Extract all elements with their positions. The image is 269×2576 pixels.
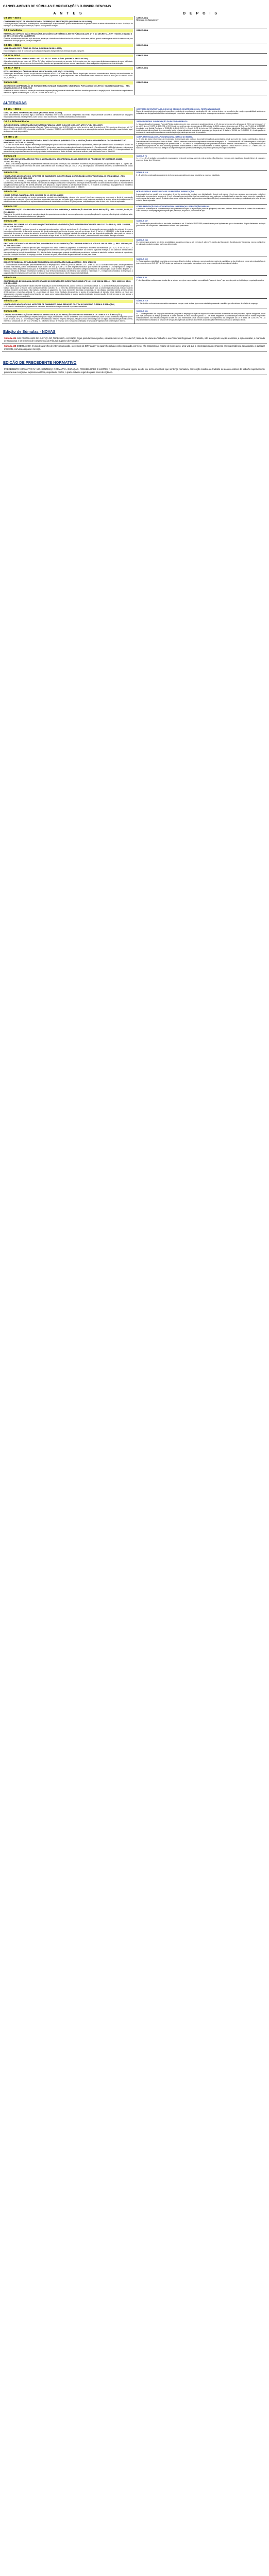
item-text: I – O valor das horas extras integra a remuneração do empregado para o cálculo da complementação de aposentadoria, desde que sobre ele incida a contribuição à Caixa de Previdência dos Funcionários do Banco do Brasil – PREVI, observado o respectivo regulamento no tocante à integração. II – Os adicionais AP e ADI não integram o cálculo para a apuração do teto da complementação de aposentadoria. III – No cálculo da complementação de aposentadoria deve ser observada a média trienal. IV – A complementação de aposentadoria proporcional aos anos de serviço prestados exclusivamente ao Banco do Brasil somente se verifica a partir da Circular Funci nº 436/1963. — [4, 144, 133, 152]
item-subheading: DONO DA OBRA. RESPONSABILIDADE (INSERIDA EM 08.11.2000) — [4, 111, 62, 114]
cell-before — [2, 135, 134, 154]
item-new-heading: SÚMULA 219 — [136, 300, 148, 302]
item-heading: Súmula 244 — [4, 239, 133, 242]
item-new-text: V – As disposições contidas nesta súmula não se aplicam ao regime compensatório na modalidade "banco de horas", que somente pode ser instituído por negociação coletiva. — [136, 279, 264, 281]
status-label: CANCELADA — [136, 44, 148, 46]
table-row — [2, 80, 267, 95]
item-new-text: III – São devidos os honorários advocatícios nas causas em que o ente sindical figure como substituto processual e nas lides que não derivem da relação de emprego. — [136, 302, 258, 304]
table-row — [2, 219, 267, 238]
column-header-before: A N T E S — [53, 12, 83, 15]
section-title-altered: ALTERADAS — [3, 100, 27, 105]
cell-after — [134, 53, 267, 65]
document-title: CANCELAMENTO DE SÚMULAS E ORIENTAÇÕES JURISPRUDENCIAIS — [3, 5, 111, 8]
item-text: Definido pelo reclamante o período no qual não houve depósito do FGTS, ou houve em valor inferior, alegada pela reclamada a inexistência de diferença nos recolhimentos de FGTS, atrai para si o ônus da prova, incumbindo-lhe, portanto, apresentar as guias respectivas, a fim de demonstrar o fato extintivo do direito do autor (art. 818 da CLT c/c art. 333, II, do CPC). — [4, 73, 133, 79]
item-new-text: A supressão total ou parcial, pelo empregador, de serviço suplementar prestado com habitualidade, durante pelo menos 1 (um) ano, assegura ao empregado o direito à indenização correspondente ao valor de 1 (um) mês das horas suprimidas, total ou parcialmente, para cada ano ou fração igual ou superior a seis meses de prestação de serviço acima da jornada normal. O cálculo observará a média das horas suplementares nos últimos 12 (doze) meses anteriores à mudança, multiplicada pelo valor da hora extra do dia da supressão. — [136, 193, 265, 201]
cell-before — [2, 154, 134, 171]
cell-before — [2, 299, 134, 309]
cell-after — [134, 16, 267, 28]
table-row — [2, 171, 267, 190]
cell-after — [134, 299, 267, 309]
table-row — [2, 257, 267, 275]
status-label: CANCELADA — [136, 54, 148, 57]
list-item — [2, 344, 267, 352]
cell-after — [134, 107, 267, 120]
item-new-heading: SÚMULA 244 — [136, 239, 148, 241]
item-new-heading: SÚMULA 85 — [136, 277, 147, 279]
item-subheading: COMPLEMENTAÇÃO DOS PROVENTOS DE APOSENTADORIA. DIFERENÇA. PRESCRIÇÃO PARCIAL (NOVA REDAÇÃO) - RES. 121/2003, DJ 19, 20 E 21.11.2003 — [4, 209, 132, 213]
item-subheading: REMESSA EX OFFICIO. AÇÃO RESCISÓRIA. DECISÕES CONTRÁRIAS A ENTES PÚBLICOS (ART. 1º, V, DO DECRETO-LEI Nº 779/1969, E INCISO II DO ART. 475 DO CPC). CABIMENTO — [4, 32, 132, 38]
cell-before — [2, 171, 134, 190]
status-label: CANCELADA — [136, 81, 148, 84]
table-row — [2, 43, 267, 53]
item-heading: Súmula 331 — [4, 310, 133, 313]
table-row — [2, 66, 267, 80]
item-subheading: CONFISSÃO (NOVA REDAÇÃO DO ITEM III À REDAÇÃO EM DECORRÊNCIA DO JULGAMENTO DO PROCESSO TST-IUJEEDRR 801385-77.2001.5.02.0017) — [4, 158, 123, 163]
item-text: Ocorre a prescrição total quanto a diferenças de complementação de aposentadoria quando estas decorrem de pretenso direito a verbas não recebidas no curso da relação de emprego e já alcançadas pela prescrição, à época da propositura da ação. — [4, 23, 133, 27]
item-subheading: HORAS EXTRAS (MANTIDA) - RES. 121/2003, DJ 19, 20 E 21.11.2003 — [4, 194, 63, 196]
cell-before — [2, 80, 134, 95]
item-heading: OJ SDI-1 18 — [4, 136, 133, 139]
cell-after — [134, 309, 267, 324]
item-new-text: I – ... II – ... III – A vedação à produção de prova posterior pela parte confessa somente a ela se aplica, não afetando o exercício, pelo magistrado, do poder/dever de conduzir o processo. Antes: item III inserido. — [136, 157, 265, 162]
column-header-after: D E P O I S — [182, 12, 219, 15]
item-text: I – Na Justiça do Trabalho, a condenação ao pagamento de honorários advocatícios, nunca superiores a 15% (quinze por cento), não decorre pura e simplesmente da sucumbência, devendo a parte estar assistida por sindicato da categoria profissional e comprovar a percepção de salário inferior ao dobro do salário mínimo ou encontrar-se em situação econômica que não lhe permita demandar sem prejuízo do próprio sustento ou da respectiva família. II – É incabível a condenação ao pagamento de honorários advocatícios em ação rescisória no processo trabalhista, salvo se preenchidos os requisitos da Lei nº 5.584/70. — [4, 179, 133, 189]
new-item-text: JUS POSTULANDI NA JUSTIÇA DO TRABALHO. ALCANCE. O jus postulandi das partes, estabelecido no art. 791 da CLT, limita-se às Varas do Trabalho e aos Tribunais Regionais do Trabalho, não alcançando a ação rescisória, a ação cautelar, o mandado de segurança e os recursos de competência do Tribunal Superior do Trabalho. — [4, 336, 265, 342]
item-new-text: I – O valor das horas extras integra a remuneração do empregado para o cálculo da complementação de aposentadoria, desde que sobre ele incida a contribuição à Caixa de Previdência dos Funcionários do Banco do Brasil – PREVI, observado o respectivo regulamento no tocante à integração. II – Os adicionais AP e ADI não integram o cálculo para a apuração do teto da complementação de aposentadoria. III – No cálculo da complementação de aposentadoria deve-se observar a média trienal. IV – A complementação de aposentadoria proporcional aos anos de serviço prestados exclusivamente ao Banco do Brasil somente se verifica a partir da Circular Funci nº 436/1963. V – O telex DIREC do Banco do Brasil nº 5003/1987 não assegura a complementação de aposentadoria integral, porque não aprovado pelo órgão competente. — [136, 138, 265, 149]
status-label: CANCELADA — [136, 67, 148, 70]
status-label: CANCELADA — [136, 29, 148, 32]
cell-after — [134, 120, 267, 135]
item-text: I – A compensação de jornada de trabalho deve ser ajustada por acordo individual escrito, acordo coletivo ou convenção coletiva. II – O acordo individual para compensação de horas é válido, salvo se houver norma coletiva em sentido contrário. III – O mero não atendimento das exigências legais para a compensação de jornada, inclusive quando encetada mediante acordo tácito, não implica a repetição do pagamento das horas excedentes à jornada normal diária, se não dilatada a jornada máxima semanal, sendo devido apenas o respectivo adicional. IV – A prestação de horas extras habituais descaracteriza o acordo de compensação de jornada. Nesta hipótese, as horas que ultrapassarem a jornada semanal normal deverão ser pagas como horas extraordinárias e, quanto àquelas destinadas à compensação, deverá ser pago a mais apenas o adicional por trabalho extraordinário. — [4, 284, 133, 298]
item-heading: Súmula 291 — [4, 191, 133, 194]
item-text: I – Aplica-se a confissão à parte que, expressamente intimada com aquela cominação, não comparecer à audiência em prosseguimento, na qual deveria depor. II – A prova pré-constituída nos autos pode ser levada em conta para confronto com a confissão ficta (art. 400, I, CPC), não implicando cerceamento de defesa o indeferimento de provas posteriores. — [4, 163, 133, 170]
new-summulas-list — [2, 336, 267, 352]
table-row — [2, 107, 267, 120]
cancelled-table — [2, 11, 267, 95]
table-row — [2, 299, 267, 309]
table-row — [2, 190, 267, 204]
item-heading: Súmula 74 — [4, 155, 133, 158]
item-heading: OJ 273+ SDI-1 — [4, 55, 133, 58]
table-row — [2, 120, 267, 135]
cell-before — [2, 66, 134, 80]
section-title-new: Edição de Súmulas - NOVAS — [3, 329, 56, 334]
item-subheading: HONORÁRIOS ADVOCATÍCIOS. HIPÓTESE DE CABIMENTO (INCORPORADA A ORIENTAÇÃO JURISPRUDENCIAL Nº 27 DA SBDI-2) - RES. 137/2005, DJ 22, 23 E 24.08.2005 — [4, 175, 125, 180]
item-text: A jornada reduzida de que trata o art. 227 da CLT não é aplicável, por analogia, ao operador de televendas, que não exerce suas atividades exclusivamente como telefonista, pois, naquela função, não opera mesa de transmissão, fazendo uso apenas dos telefones comuns para atender e fazer as ligações exigidas no exercício da função. — [4, 60, 133, 64]
item-text: É cabível a remessa ex officio em ação rescisória, ainda que a decisão rescindenda tenha sido proferida contra ente público, quando a sentença de mérito for desfavorável, em observância ao duplo grau de jurisdição obrigatório. — [4, 37, 133, 42]
cell-after — [134, 204, 267, 219]
cell-before — [2, 238, 134, 257]
cell-after — [134, 43, 267, 53]
item-new-text: IV – A autorização para utilização do fac-símile, constante do art. 1º da Lei nº 9.800/1999, somente alcança as hipóteses em que o documento é dirigido diretamente ao órgão jurisdicional, não se aplicando à transmissão ocorrida entre particulares. — [136, 222, 265, 227]
cell-after — [134, 171, 267, 190]
item-heading: Súmula 349 — [4, 81, 133, 84]
table-row — [2, 53, 267, 65]
item-new-text: A pretensão a diferenças de complementação de aposentadoria sujeita-se à prescrição parcial e quinquenal, salvo se o pretenso direito decorrer de verbas não recebidas no curso da relação de emprego e já alcançadas pela prescrição, à época da propositura da ação. — [136, 207, 265, 212]
item-new-text: I – Nas condenações impostas à Fazenda Pública, incidem juros de mora segundo os seguintes critérios: a) 1% (um por cento) ao mês, até agosto de 2001, nos termos do § 1º do art. 39 da Lei nº 8.177, de 1.03.1991; b) 0,5% (meio por cento) ao mês, de setembro de 2001 a junho de 2009, conforme determina o art. 1º-F da Lei nº 9.494, de 10.09.1997, introduzido pela Medida Provisória nº 2.180-35, de 24.08.2001. II – A partir de 30 de junho de 2009, atualizam-se os débitos trabalhistas da Fazenda Pública, mediante a incidência dos índices oficiais de remuneração básica e juros aplicados à caderneta de poupança, por força do art. 5º da Lei nº 11.960, de 29.06.2009. III – A adequação do montante da condenação deve observar essa limitação legal, ainda que em sede de precatório. — [136, 123, 265, 133]
item-text: São aplicáveis, nas condenações impostas à Fazenda Pública, os juros de mora de 0,5% (meio por cento) ao mês, a partir de setembro de 2001, conforme determina o art. 1º-F da Lei nº 9.494, de 10.09.1997, introduzido pela Medida Provisória nº 2.180-35, de 24.08.2001, procedendo-se a adequação do montante da condenação a essa limitação legal, ainda que em sede de precatório. — [4, 126, 133, 133]
item-new-text: Diante da inexistência de previsão legal específica, o contrato de empreitada de construção civil entre o dono da obra e o empreiteiro não enseja responsabilidade solidária ou subsidiária nas obrigações trabalhistas contraídas pelo empreiteiro, salvo sendo o dono da obra uma empresa construtora ou incorporadora. — [136, 110, 265, 115]
list-item — [2, 336, 267, 344]
item-text: Tratando-se de pedido de diferença de complementação de aposentadoria oriunda de norma regulamentar, a prescrição aplicável é a parcial, não atingindo o direito de ação, mas, tão-somente, as parcelas anteriores ao quinquênio. — [4, 213, 133, 218]
cell-after — [134, 257, 267, 275]
item-text: A validade de acordo coletivo ou convenção coletiva de compensação de jornada de trabalho em atividade insalubre prescinde da inspeção prévia da autoridade competente em matéria de higiene do trabalho (art. 7º, XIII, da CF/1988; art. 60 da CLT). — [4, 89, 133, 94]
cell-before — [2, 107, 134, 120]
table-row — [2, 238, 267, 257]
item-subheading: JUROS DE MORA. CONDENAÇÃO DA FAZENDA PÚBLICA. LEI Nº 9.494, DE 10.09.1997, ART. 1º-F (DJ 25.04.2007) — [4, 124, 103, 126]
item-subheading: RECURSO. FAC-SÍMILE. LEI Nº 9.800/1999 (INCORPORADAS AS ORIENTAÇÕES JURISPRUDENCIAIS NºS 194 E 337 DA SBDI-1) - RES. 129/2005, DJ 20, 22 E 25.04.2005 — [4, 223, 131, 228]
item-heading: Súmula 219 — [4, 172, 133, 175]
table-row — [2, 309, 267, 324]
item-new-text: III – A empregada gestante tem direito à estabilidade provisória prevista no art. 10, inciso II, alínea "b", do Ato das Disposições Constitucionais Transitórias, mesmo na hipótese de admissão mediante contrato por tempo determinado. — [136, 241, 265, 246]
item-subheading: VALE-TRANSPORTE. ÔNUS DA PROVA (INSERIDA EM 08.11.2000) — [4, 47, 62, 50]
table-row — [2, 204, 267, 219]
item-subheading: ACORDO DE COMPENSAÇÃO DE HORÁRIO EM ATIVIDADE INSALUBRE, CELEBRADO POR ACORDO COLETIVO. VALIDADE (MANTIDA) - RES. 121/2003, DJ 19, 20 E 21.11.2003 — [4, 84, 130, 90]
cell-after — [134, 190, 267, 204]
item-text: I – O desconhecimento do estado gravídico pelo empregador não afasta o direito ao pagamento da indenização decorrente da estabilidade (art. 10, II, "b" do ADCT). II – A garantia de emprego à gestante só autoriza a reintegração se esta se der durante o período de estabilidade. Do contrário, a garantia restringe-se aos salários e demais direitos correspondentes ao período de estabilidade. III – Não há direito da empregada gestante à estabilidade provisória na hipótese de admissão mediante contrato de experiência, visto que a extinção da relação de emprego, em face do término do prazo, não constitui dispensa arbitrária ou sem justa causa. — [4, 247, 133, 256]
altered-table — [2, 107, 267, 324]
item-text: I – A contratação de trabalhadores por empresa interposta é ilegal, formando-se o vínculo diretamente com o tomador dos serviços, salvo no caso de trabalho temporário (Lei nº 6.019, de 03.01.1974). II – A contratação irregular de trabalhador, mediante empresa interposta, não gera vínculo de emprego com os órgãos da Administração Pública direta, indireta ou fundacional (art. 37, II, da CF/1988). III – Não forma vínculo de emprego com o tomador a contratação de serviços de vigilância e de conservação e limpeza. — [4, 316, 133, 323]
cell-before — [2, 16, 134, 28]
cell-after — [134, 135, 267, 154]
item-heading: OJ 7 + Tribunal Pleno — [4, 121, 133, 124]
table-row — [2, 154, 267, 171]
status-label: CANCELADA Revisada em Súmula 327 — [136, 17, 159, 22]
cell-before — [2, 276, 134, 299]
new-item-heading: Súmula 428 — [4, 345, 16, 348]
item-text: I – É indispensável a comunicação, pela entidade sindical, ao empregador, na forma do § 5º do art. 543 da CLT. II – O art. 522 da CLT foi recepcionado pela Constituição Federal de 1988. Fica limitada, assim, a estabilidade a que alude o art. 543, § 3º, da CLT a sete dirigentes sindicais e igual número de suplentes. III – O empregado de categoria diferenciada eleito dirigente sindical só goza de estabilidade se exercer na empresa atividade pertinente à categoria profissional do sindicato para o qual foi eleito dirigente. IV – Havendo extinção da atividade empresarial no âmbito da base territorial do sindicato, não há razão para subsistir a estabilidade. V – O registro da candidatura do empregado a cargo de dirigente sindical durante o período de aviso prévio, ainda que indenizado, não lhe assegura a estabilidade. — [4, 263, 133, 275]
item-subheading: COMPLEMENTAÇÃO DE APOSENTADORIA. DIFERENÇAS. PRESCRIÇÃO (INSERIDA EM 26.03.1999) — [4, 20, 92, 23]
item-text: I – A Lei nº 9.800/1999 é aplicável somente a recursos interpostos após o início de sua vigência. II – A contagem do quinquídio para apresentação dos originais de recurso interposto por intermédio de fac-símile começa a fluir do dia subsequente ao término do prazo recursal, nos termos do art. 2º da Lei nº 9.800/1999, e não do dia seguinte à interposição do recurso, se esta se deu antes do termo final do prazo. III – Não se tratando a juntada dos originais de ato que dependa de notificação, pois a parte, ao interpor o recurso, já tem ciência de seu ônus processual, não se aplica a regra do art. 184 do CPC quanto ao "dies a quo", podendo coincidir com sábado, domingo ou feriado. — [4, 228, 133, 236]
item-subheading: HONORÁRIOS ADVOCATÍCIOS. HIPÓTESE DE CABIMENTO (NOVA REDAÇÃO DO ITEM II E INSERIDO O ITEM III À REDAÇÃO) — [4, 303, 115, 306]
item-text: Diante da inexistência de previsão legal, o contrato de empreitada entre o dono da obra e o empreiteiro não enseja responsabilidade solidária ou subsidiária nas obrigações trabalhistas contraídas pelo empreiteiro, salvo sendo o dono da obra uma empresa construtora ou incorporadora. — [4, 113, 133, 118]
cell-after — [134, 238, 267, 257]
cell-before — [2, 204, 134, 219]
item-heading: OJ 301+ SDI-1 — [4, 67, 133, 70]
item-new-heading: SÚMULA 369 — [136, 258, 148, 260]
cell-after — [134, 80, 267, 95]
item-new-heading: COMPLEMENTAÇÃO DE APOSENTADORIA. BANCO DO BRASIL — [136, 136, 193, 138]
item-heading: Súmula 219 — [4, 300, 133, 303]
item-subheading: DIRIGENTE SINDICAL. ESTABILIDADE PROVISÓRIA (NOVA REDAÇÃO DADA AO ITEM II - RES. 174/2011) — [4, 261, 96, 264]
item-subheading: CONTRATO DE PRESTAÇÃO DE SERVIÇOS. LEGALIDADE (NOVA REDAÇÃO DO ITEM IV E INSERIDOS OS ITENS V E VI À REDAÇÃO) — [4, 313, 122, 316]
item-heading: Súmula 369 — [4, 258, 133, 261]
item-new-text: I – É assegurada a estabilidade provisória ao empregado dirigente sindical, ainda que a comunicação do registro da candidatura ou da eleição e da posse seja realizada fora do prazo previsto no art. 543, § 5º, da CLT, desde que a ciência ao empregador, por qualquer meio, ocorra na vigência do contrato de trabalho. — [136, 260, 265, 265]
item-subheading: "TELEMARKETING". OPERADORES. ART. 227 DA CLT. INAPLICÁVEL (INSERIDA EM 27.09.2002) — [4, 58, 88, 60]
item-new-heading: JUROS DE MORA. CONDENAÇÃO DA FAZENDA PÚBLICA — [136, 121, 188, 123]
table-row — [2, 135, 267, 154]
item-new-heading: CONTRATO DE EMPREITADA. DONO DA OBRA DE CONSTRUÇÃO CIVIL. RESPONSABILIDADE — [136, 108, 221, 110]
table-row — [2, 276, 267, 299]
item-heading: OJ 191 + SDI-1 — [4, 108, 133, 111]
new-item-text: SOBREAVISO. O uso de aparelho de intercomunicação, a exemplo de BIP, "pager" ou aparelho celular, pelo empregado, por si só, não caracteriza o regime de sobreaviso, uma vez que o empregado não permanece em sua residência aguardando, a qualquer momento, convocação para o serviço. — [4, 345, 265, 350]
item-text: A supressão, pelo empregador, do serviço suplementar prestado com habitualidade, durante pelo menos 1 (um) ano, assegura ao empregado o direito à indenização correspondente ao valor de 1 (um) mês das horas suprimidas para cada ano ou fração igual ou superior a seis meses de prestação de serviço acima da jornada normal. O cálculo observará a média das horas suplementares efetivamente trabalhadas nos últimos 12 (doze) meses, multiplicada pelo valor da hora extra do dia da supressão. — [4, 196, 133, 203]
cell-after — [134, 276, 267, 299]
normative-precedent-text: PRECEDENTE NORMATIVO Nº 120. SENTENÇA NORMATIVA. DURAÇÃO. POSSIBILIDADE E LIMITES. A sentença normativa vigora, desde seu termo inicial até que sentença normativa, convenção coletiva de trabalho ou acordo coletivo de trabalho superveniente produza sua revogação, expressa ou tácita, respeitado, porém, o prazo máximo legal de quatro anos de vigência. — [2, 367, 267, 375]
item-heading: OJ 156 + SDI-1 — [4, 17, 133, 20]
item-new-text: II – É cabível a condenação ao pagamento de honorários advocatícios em ação rescisória no processo trabalhista. — [136, 174, 220, 176]
table-row — [2, 16, 267, 28]
cell-after — [134, 28, 267, 43]
item-heading: Súmula 387 — [4, 220, 133, 223]
item-subheading: COMPENSAÇÃO DE JORNADA (INCORPORADAS AS ORIENTAÇÕES JURISPRUDENCIAIS NºS 182, 220 E 223 DA SBDI-1) - RES. 129/2005, DJ 20, 22 E 25.04.2005 — [4, 280, 131, 285]
cell-before — [2, 53, 134, 65]
cell-after — [134, 66, 267, 80]
item-new-heading: SÚMULA 331 — [136, 310, 148, 313]
section-title-normative: EDIÇÃO DE PRECEDENTE NORMATIVO — [3, 360, 77, 365]
cell-before — [2, 190, 134, 204]
table-row — [2, 28, 267, 43]
item-new-text: IV – O inadimplemento das obrigações trabalhistas, por parte do empregador, implica a responsabilidade subsidiária do tomador dos serviços quanto àquelas obrigações, desde que haja participado da relação processual e conste também do título executivo judicial. V – Os entes integrantes da Administração Pública direta e indireta respondem subsidiariamente, nas mesmas condições do item IV, caso evidenciada a sua conduta culposa no cumprimento das obrigações da Lei nº 8.666, de 21.06.1993. VI – A responsabilidade subsidiária do tomador de serviços abrange todas as verbas decorrentes da condenação referentes ao período da prestação laboral. — [136, 312, 265, 321]
cell-after — [134, 219, 267, 238]
item-subheading: FGTS. DIFERENÇAS. ÔNUS DA PROVA. LEI Nº 8.036/90, ART. 17 (DJ 11.08.2003) — [4, 70, 74, 73]
item-new-heading: COMPLEMENTAÇÃO DE APOSENTADORIA. DIFERENÇAS. PRESCRIÇÃO PARCIAL. — [136, 205, 210, 208]
item-text: É do empregado o ônus de comprovar que satisfaz os requisitos indispensáveis à obtenção do vale-transporte. — [4, 49, 85, 52]
cell-before — [2, 43, 134, 53]
item-heading: OJ 8 transitória — [4, 29, 133, 32]
cell-before — [2, 120, 134, 135]
cell-before — [2, 257, 134, 275]
cell-before — [2, 28, 134, 43]
new-item-heading: Súmula 425 — [4, 336, 16, 340]
item-heading: Súmula 85 — [4, 277, 133, 280]
document-page — [0, 0, 269, 375]
cell-after — [134, 154, 267, 171]
item-text: II – É cabível a condenação ao pagamento de honorários advocatícios em ação rescisória no processo trabalhista. — [4, 306, 87, 308]
item-heading: Súmula 327 — [4, 206, 133, 209]
item-subheading: GESTANTE. ESTABILIDADE PROVISÓRIA (INCORPORADAS AS ORIENTAÇÕES JURISPRUDENCIAIS NºS 88 E 196 DA SBDI-1) - RES. 129/2005, DJ 20, 22 E 25.04.2005 — [4, 242, 132, 247]
item-new-heading: SÚMULA 387 — [136, 220, 148, 223]
cell-before — [2, 219, 134, 238]
item-new-heading: HORAS EXTRAS. HABITUALIDADE. SUPRESSÃO. INDENIZAÇÃO. — [136, 191, 195, 193]
cell-before — [2, 309, 134, 324]
item-subheading: COMPLEMENTAÇÃO DE APOSENTADORIA. BANCO DO BRASIL (INSERIDO ITEM V À REDAÇÃO EM DECORRÊNCIA DO JULGAMENTO DO PROCESSO TST-E-RR-1.279/2004) — [4, 139, 127, 144]
item-new-heading: SÚMULA 219 — [136, 172, 148, 174]
item-new-heading: SÚMULA 74 — [136, 155, 147, 157]
item-heading: OJ 215 + SDI-1 — [4, 44, 133, 47]
